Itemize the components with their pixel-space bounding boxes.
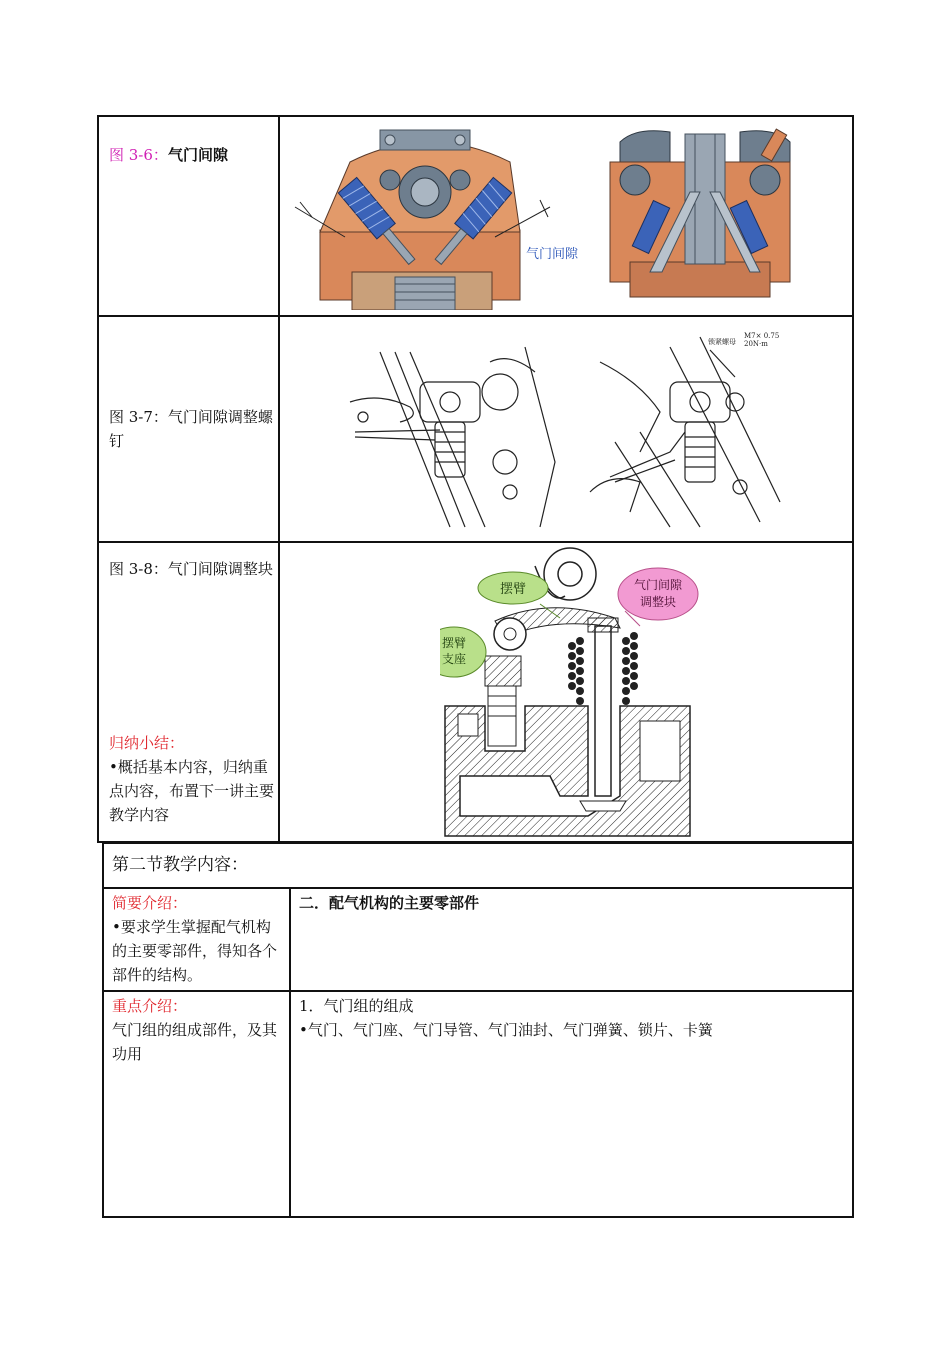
bubble-support-label-1: 摆臂 [441,636,467,650]
fig-3-6-title: 气门间隙 [167,146,228,164]
row-divider-1 [97,315,854,317]
section2-title: 第二节教学内容： [112,855,248,875]
focus-item-body: •气门、气门座、气门导管、气门油封、气门弹簧、锁片、卡簧 [299,1021,713,1039]
row-divider-2 [97,541,854,543]
lock-nut-label: 锁紧螺母 [708,338,736,346]
fig-3-6-number: 图 3-6： [109,146,168,164]
focus-label: 重点介绍： [112,997,188,1015]
bubble-support [440,627,486,677]
focus-item-title: 1．气门组的组成 [299,997,414,1015]
fig-3-6-caption [109,143,274,167]
intro-heading: 二．配气机构的主要零部件 [299,894,480,912]
bubble-rocker-label: 摆臂 [499,582,527,597]
adjust-screw-image [340,322,790,536]
intro-label: 简要介绍： [112,894,188,912]
bubble-shim-label-1: 气门间隙 [633,578,683,592]
focus-body: 气门组的组成部件，及其功用 [112,1021,278,1063]
spec-label-1: M7× 0.75 [744,332,780,340]
valve-clearance-label: 气门间隙 [526,247,579,262]
summary-title: 归纳小结： [109,734,185,752]
section2-header-divider [102,887,854,889]
engine-head-left [295,130,550,310]
table-figures-col-divider [278,115,280,843]
valve-clearance-image [290,122,800,310]
summary-body: •概括基本内容，归纳重点内容，布置下一讲主要教学内容 [109,758,275,824]
bubble-support-label-2: 支座 [441,652,467,666]
section2-col-divider [289,887,291,1218]
spec-label-2: 20N·m [744,340,768,348]
bubble-shim-label-2: 调整块 [639,595,677,609]
bubble-shim [618,568,698,626]
adjust-shim-image [440,546,700,838]
fig-3-7-caption: 图 3-7：气门间隙调整螺钉 [109,408,273,450]
engine-head-right [610,129,790,297]
fig-3-8-caption: 图 3-8：气门间隙调整块 [109,560,273,578]
intro-body: •要求学生掌握配气机构的主要零部件，得知各个部件的结构。 [112,918,278,984]
section2-row-divider [102,990,854,992]
